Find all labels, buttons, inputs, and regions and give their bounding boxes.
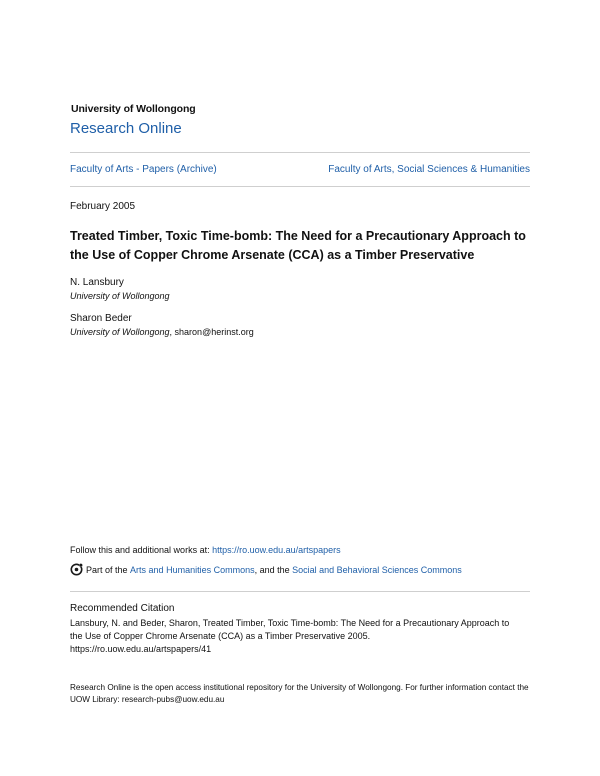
collection-link-right[interactable]: Faculty of Arts, Social Sciences & Humanities <box>328 164 530 175</box>
divider <box>70 186 530 187</box>
partof-prefix: Part of the <box>86 564 128 575</box>
follow-prefix: Follow this and additional works at: <box>70 545 213 555</box>
social-behavioral-commons-link[interactable]: Social and Behavioral Sciences Commons <box>292 564 462 575</box>
partof-middle: , and the <box>254 564 290 575</box>
repository-footer: Research Online is the open access institutional repository for the University of Wollongong. For further information contact the UOW Library: research-pubs@uow.edu.au <box>70 683 529 704</box>
author-name: Sharon Beder <box>70 313 132 324</box>
author-affiliation <box>70 327 254 337</box>
affiliation-text: University of Wollongong <box>70 327 170 337</box>
article-title: Treated Timber, Toxic Time-bomb: The Need for a Precautionary Approach to the Use of Copper Chrome Arsenate (CCA) as a Timber Preservative <box>70 229 526 262</box>
part-of-line <box>70 563 462 576</box>
author-name: N. Lansbury <box>70 277 124 288</box>
follow-line <box>70 545 341 555</box>
author-affiliation <box>70 291 170 301</box>
research-online-link[interactable]: Research Online <box>70 120 182 137</box>
institution-name: University of Wollongong <box>71 103 196 115</box>
citation-text: Lansbury, N. and Beder, Sharon, Treated Timber, Toxic Time-bomb: The Need for a Precautionary Approach to the Use of Copper Chrome Arsenate (CCA) as a Timber Preservative 2005. https://ro.uow.edu.au/artspapers/41 <box>70 618 510 654</box>
arts-humanities-commons-link[interactable]: Arts and Humanities Commons <box>130 564 255 575</box>
citation-heading: Recommended Citation <box>70 603 175 614</box>
affiliation-text: University of Wollongong <box>70 291 170 301</box>
author-email[interactable]: , sharon@herinst.org <box>169 327 254 337</box>
publication-date: February 2005 <box>70 201 136 212</box>
follow-url-link[interactable]: https://ro.uow.edu.au/artspapers <box>212 545 341 555</box>
collection-link-left[interactable]: Faculty of Arts - Papers (Archive) <box>70 164 217 175</box>
divider <box>70 152 530 153</box>
network-icon <box>70 563 83 576</box>
divider <box>70 591 530 592</box>
